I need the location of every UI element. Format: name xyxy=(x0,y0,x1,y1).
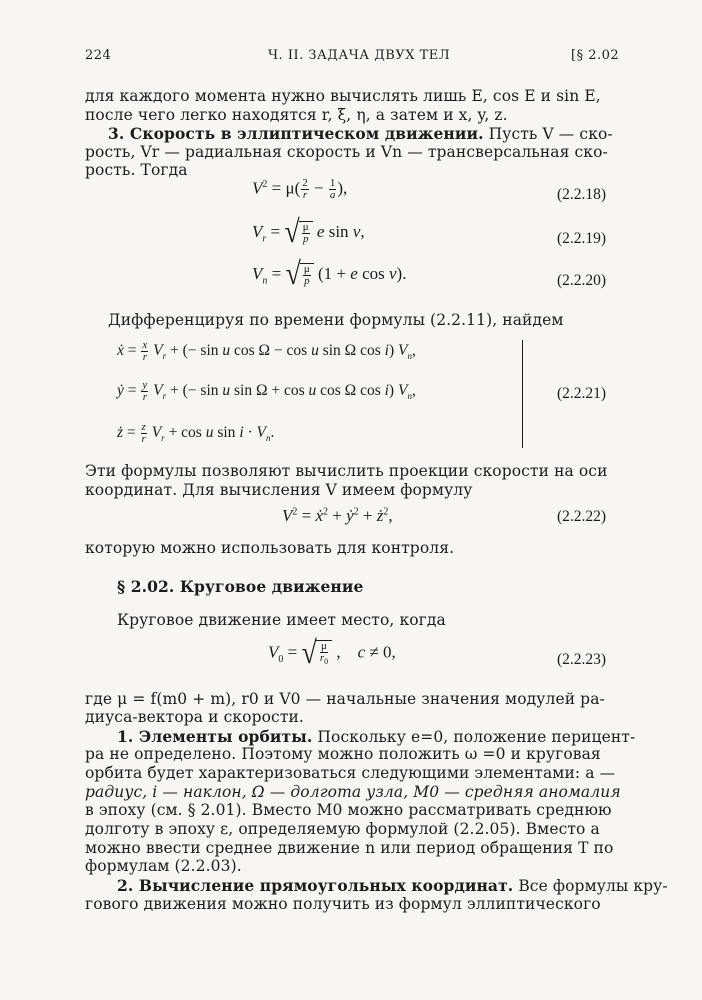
text-line: долготу в эпоху ε, определяемую формулой (2.2.05). Вместо a xyxy=(85,820,600,838)
section-title: § 2.02. Круговое движение xyxy=(117,577,364,596)
equation-2-2-21-x: ẋ = $\frac{x}{r}$ $V_r$ + (− sin u cos Ω − cos u sin Ω cos i) $V_n$, xyxy=(117,339,416,363)
equation-number: (2.2.22) xyxy=(557,508,607,525)
text-line: в эпоху (см. § 2.01). Вместо M0 можно рассматривать среднюю xyxy=(85,801,612,819)
text-line: Круговое движение имеет место, когда xyxy=(117,611,446,629)
text-line: формулам (2.2.03). xyxy=(85,857,242,875)
text-line: радиус, i — наклон, Ω — долгота узла, M0 — средняя аномалия xyxy=(85,783,621,801)
text-line: можно ввести среднее движение n или период обращения T по xyxy=(85,839,614,857)
page-number: 224 xyxy=(85,48,112,63)
equation-2-2-19: $V_r$ = √ $\frac{\mu}{p}$ e sin v, xyxy=(252,214,365,251)
text-line: которую можно использовать для контроля. xyxy=(85,539,455,557)
heading-text: 1. Элементы орбиты. xyxy=(117,727,313,746)
equation-number: (2.2.21) xyxy=(557,385,607,402)
equation-2-2-21-y: ẏ = $\frac{y}{r}$ $V_r$ + (− sin u sin Ω + cos u cos Ω cos i) $V_n$, xyxy=(117,379,416,403)
equation-2-2-23: $V_0$ = √ $\frac{\mu}{r_0}$ , c ≠ 0, xyxy=(268,635,396,671)
text-line: рость, Vr — радиальная скорость и Vn — трансверсальная ско- xyxy=(85,143,608,161)
text-run: Поскольку e=0, положение перицент- xyxy=(317,728,636,746)
heading-text: 3. Скорость в эллиптическом движении. xyxy=(108,124,484,143)
text-line: координат. Для вычисления V имеем формулу xyxy=(85,481,473,499)
right-brace xyxy=(516,340,523,448)
text-line: Эти формулы позволяют вычислить проекции скорости на оси xyxy=(85,462,608,480)
text-line: диуса-вектора и скорости. xyxy=(85,708,304,726)
equation-2-2-20: $V_n$ = √ $\frac{\mu}{p}$ (1 + e cos v). xyxy=(252,256,407,293)
equation-2-2-18: $V^2 = \mu$( $\frac{2}{r}$ − $\frac{1}{a}$ ), xyxy=(252,177,348,201)
text-line: ра не определено. Поэтому можно положить ω =0 и круговая xyxy=(85,745,601,763)
equation-2-2-21-z: ż = $\frac{z}{r}$ $V_r + \cos u$ $\sin i \cdot V_n$. xyxy=(117,421,275,445)
text-line: рость. Тогда xyxy=(85,161,188,179)
equation-number: (2.2.18) xyxy=(557,186,607,203)
equation-2-2-22: $V^2$ = ẋ$^2$ + ẏ$^2$ + $ż^2$, xyxy=(282,506,393,525)
text-line: где μ = f(m0 + m), r0 и V0 — начальные значения модулей ра- xyxy=(85,690,605,708)
heading-text: 2. Вычисление прямоугольных координат. xyxy=(117,876,514,895)
text-line: орбита будет характеризоваться следующими элементами: a — xyxy=(85,764,616,782)
section-reference: [§ 2.02 xyxy=(571,48,620,63)
paragraph-heading-velocity xyxy=(108,124,613,143)
equation-number: (2.2.20) xyxy=(557,272,607,289)
text-run: Все формулы кру- xyxy=(518,877,668,895)
text-line: после чего легко находятся r, ξ, η, а затем и x, y, z. xyxy=(85,106,508,124)
paragraph-heading-elements xyxy=(117,727,635,746)
text-line: для каждого момента нужно вычислять лишь E, cos E и sin E, xyxy=(85,87,601,105)
text-line: Дифференцируя по времени формулы (2.2.11), найдем xyxy=(108,311,564,329)
equation-number: (2.2.23) xyxy=(557,651,607,668)
running-title: Ч. II. ЗАДАЧА ДВУХ ТЕЛ xyxy=(268,48,451,63)
equation-number: (2.2.19) xyxy=(557,230,607,247)
paragraph-heading-rectangular xyxy=(117,876,668,895)
text-line: гового движения можно получить из формул эллиптического xyxy=(85,895,601,913)
text-run: Пусть V — ско- xyxy=(488,125,613,143)
